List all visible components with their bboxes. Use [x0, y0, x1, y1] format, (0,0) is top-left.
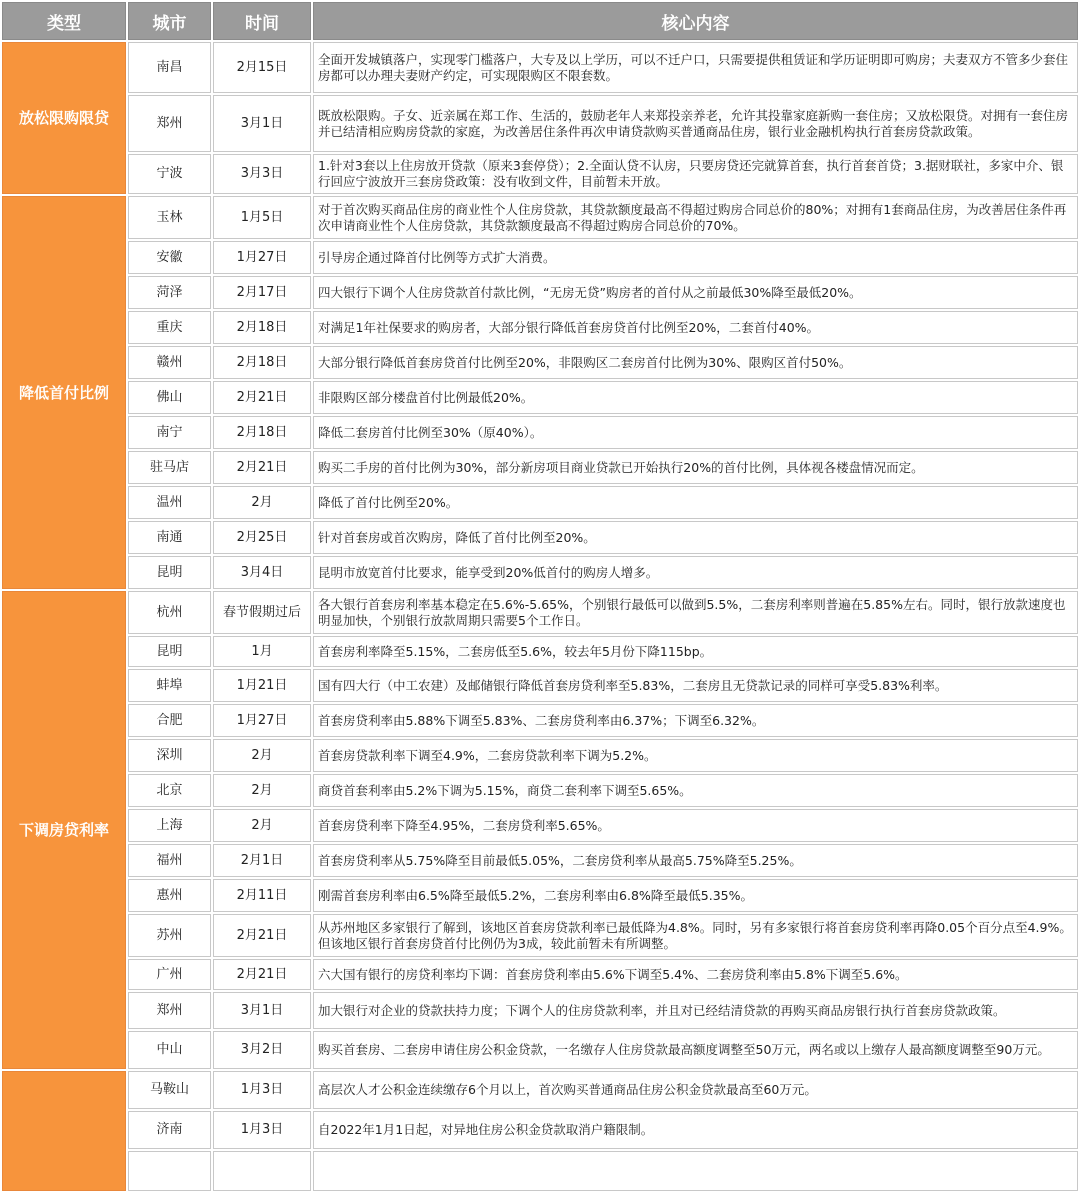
city-cell: 济南: [128, 1111, 211, 1149]
table-row: [2, 276, 1078, 309]
table-row: [2, 959, 1078, 990]
category-cell: 降低首付比例: [2, 196, 126, 589]
table-row: [2, 636, 1078, 667]
time-cell: 3月1日: [213, 95, 311, 152]
table-row: [2, 556, 1078, 589]
table-row: [2, 1151, 1078, 1191]
city-cell: 上海: [128, 809, 211, 842]
city-cell: 赣州: [128, 346, 211, 379]
time-cell: 2月18日: [213, 311, 311, 344]
content-cell: 自2022年1月1日起，对异地住房公积金贷款取消户籍限制。: [313, 1111, 1078, 1149]
table-row: [2, 416, 1078, 449]
city-cell: 昆明: [128, 636, 211, 667]
content-cell: 大部分银行降低首套房贷首付比例至20%，非限购区二套房首付比例为30%、限购区首付50%。: [313, 346, 1078, 379]
city-cell: [128, 1151, 211, 1191]
city-cell: 南通: [128, 521, 211, 554]
header-content: 核心内容: [313, 2, 1078, 40]
city-cell: 安徽: [128, 241, 211, 274]
table-row: [2, 1111, 1078, 1149]
time-cell: [213, 1151, 311, 1191]
time-cell: 2月: [213, 809, 311, 842]
content-cell: 国有四大行（中工农建）及邮储银行降低首套房贷利率至5.83%，二套房且无贷款记录的同样可享受5.83%利率。: [313, 669, 1078, 702]
city-cell: 郑州: [128, 992, 211, 1029]
city-cell: 佛山: [128, 381, 211, 414]
city-cell: 蚌埠: [128, 669, 211, 702]
content-cell: 各大银行首套房利率基本稳定在5.6%-5.65%，个别银行最低可以做到5.5%，二套房利率则普遍在5.85%左右。同时，银行放款速度也明显加快，个别银行放款周期只需要5个工作日。: [313, 591, 1078, 634]
content-cell: 购买首套房、二套房申请住房公积金贷款，一名缴存人住房贷款最高额度调整至50万元，两名或以上缴存人最高额度调整至90万元。: [313, 1031, 1078, 1069]
table-row: [2, 1071, 1078, 1109]
content-cell: 首套房利率降至5.15%，二套房低至5.6%，较去年5月份下降115bp。: [313, 636, 1078, 667]
content-cell: 刚需首套房利率由6.5%降至最低5.2%，二套房利率由6.8%降至最低5.35%。: [313, 879, 1078, 912]
content-cell: 降低了首付比例至20%。: [313, 486, 1078, 519]
time-cell: 2月21日: [213, 914, 311, 957]
time-cell: 2月11日: [213, 879, 311, 912]
content-cell: [313, 1151, 1078, 1191]
table-row: [2, 704, 1078, 737]
table-row: [2, 486, 1078, 519]
table-row: [2, 591, 1078, 634]
time-cell: 2月18日: [213, 416, 311, 449]
time-cell: 1月21日: [213, 669, 311, 702]
time-cell: 1月: [213, 636, 311, 667]
time-cell: 3月4日: [213, 556, 311, 589]
category-cell: 下调房贷利率: [2, 591, 126, 1069]
content-cell: 非限购区部分楼盘首付比例最低20%。: [313, 381, 1078, 414]
city-cell: 昆明: [128, 556, 211, 589]
table-row: [2, 809, 1078, 842]
table-row: [2, 154, 1078, 194]
time-cell: 2月21日: [213, 451, 311, 484]
time-cell: 3月2日: [213, 1031, 311, 1069]
city-cell: 广州: [128, 959, 211, 990]
city-cell: 南宁: [128, 416, 211, 449]
time-cell: 2月: [213, 486, 311, 519]
time-cell: 1月5日: [213, 196, 311, 239]
content-cell: 购买二手房的首付比例为30%，部分新房项目商业贷款已开始执行20%的首付比例，具体视各楼盘情况而定。: [313, 451, 1078, 484]
table-row: [2, 95, 1078, 152]
time-cell: 2月: [213, 739, 311, 772]
time-cell: 2月: [213, 774, 311, 807]
category-cell: 放松限购限贷: [2, 42, 126, 194]
city-cell: 驻马店: [128, 451, 211, 484]
table-row: [2, 241, 1078, 274]
content-cell: 对满足1年社保要求的购房者，大部分银行降低首套房贷首付比例至20%，二套首付40%。: [313, 311, 1078, 344]
table-row: [2, 346, 1078, 379]
city-cell: 北京: [128, 774, 211, 807]
city-cell: 杭州: [128, 591, 211, 634]
table-row: [2, 774, 1078, 807]
city-cell: 苏州: [128, 914, 211, 957]
time-cell: 2月15日: [213, 42, 311, 93]
content-cell: 加大银行对企业的贷款扶持力度；下调个人的住房贷款利率，并且对已经结清贷款的再购买商品房银行执行首套房贷款政策。: [313, 992, 1078, 1029]
city-cell: 重庆: [128, 311, 211, 344]
header-city: 城市: [128, 2, 211, 40]
city-cell: 马鞍山: [128, 1071, 211, 1109]
content-cell: 引导房企通过降首付比例等方式扩大消费。: [313, 241, 1078, 274]
content-cell: 首套房贷利率从5.75%降至目前最低5.05%，二套房贷利率从最高5.75%降至5.25%。: [313, 844, 1078, 877]
city-cell: 福州: [128, 844, 211, 877]
content-cell: 降低二套房首付比例至30%（原40%）。: [313, 416, 1078, 449]
time-cell: 1月3日: [213, 1111, 311, 1149]
header-time: 时间: [213, 2, 311, 40]
content-cell: 1.针对3套以上住房放开贷款（原来3套停贷）；2.全面认贷不认房，只要房贷还完就算首套，执行首套首贷；3.据财联社，多家中介、银行回应宁波放开三套房贷政策：没有收到文件，目前暂未开放。: [313, 154, 1078, 194]
time-cell: 1月3日: [213, 1071, 311, 1109]
table-row: [2, 992, 1078, 1029]
table-row: [2, 879, 1078, 912]
content-cell: 对于首次购买商品住房的商业性个人住房贷款，其贷款额度最高不得超过购房合同总价的80%；对拥有1套商品住房，为改善居住条件再次申请商业性个人住房贷款，其贷款额度最高不得超过购房合同总价的70%。: [313, 196, 1078, 239]
time-cell: 2月21日: [213, 381, 311, 414]
content-cell: 首套房贷利率下降至4.95%，二套房贷利率5.65%。: [313, 809, 1078, 842]
header-row: [2, 2, 1078, 40]
content-cell: 首套房贷利率由5.88%下调至5.83%、二套房贷利率由6.37%；下调至6.32%。: [313, 704, 1078, 737]
table-row: [2, 669, 1078, 702]
city-cell: 郑州: [128, 95, 211, 152]
table-row: [2, 521, 1078, 554]
content-cell: 针对首套房或首次购房，降低了首付比例至20%。: [313, 521, 1078, 554]
content-cell: 从苏州地区多家银行了解到，该地区首套房贷款利率已最低降为4.8%。同时，另有多家银行将首套房贷利率再降0.05个百分点至4.9%。但该地区银行首套房贷首付比例仍为3成，较此前暂未有所调整。: [313, 914, 1078, 957]
content-cell: 商贷首套利率由5.2%下调为5.15%，商贷二套利率下调至5.65%。: [313, 774, 1078, 807]
table-row: [2, 381, 1078, 414]
content-cell: 高层次人才公积金连续缴存6个月以上，首次购买普通商品住房公积金贷款最高至60万元。: [313, 1071, 1078, 1109]
time-cell: 2月21日: [213, 959, 311, 990]
content-cell: 昆明市放宽首付比要求，能享受到20%低首付的购房人增多。: [313, 556, 1078, 589]
city-cell: 中山: [128, 1031, 211, 1069]
category-cell: [2, 1071, 126, 1191]
table-row: [2, 196, 1078, 239]
content-cell: 全面开发城镇落户，实现零门槛落户，大专及以上学历，可以不迁户口，只需要提供租赁证和学历证明即可购房；夫妻双方不管多少套住房都可以办理夫妻财产约定，可实现限购区不限套数。: [313, 42, 1078, 93]
table-row: [2, 739, 1078, 772]
content-cell: 首套房贷款利率下调至4.9%，二套房贷款利率下调为5.2%。: [313, 739, 1078, 772]
time-cell: 3月3日: [213, 154, 311, 194]
time-cell: 2月1日: [213, 844, 311, 877]
time-cell: 2月18日: [213, 346, 311, 379]
header-type: 类型: [2, 2, 126, 40]
content-cell: 既放松限购。子女、近亲属在郑工作、生活的，鼓励老年人来郑投亲养老，允许其投靠家庭新购一套住房；又放松限贷。对拥有一套住房并已结清相应购房贷款的家庭，为改善居住条件再次申请贷款购买普通商品住房，银行业金融机构执行首套房贷款政策。: [313, 95, 1078, 152]
time-cell: 3月1日: [213, 992, 311, 1029]
table-row: [2, 311, 1078, 344]
city-cell: 菏泽: [128, 276, 211, 309]
content-cell: 六大国有银行的房贷利率均下调：首套房贷利率由5.6%下调至5.4%、二套房贷利率由5.8%下调至5.6%。: [313, 959, 1078, 990]
time-cell: 春节假期过后: [213, 591, 311, 634]
table-row: [2, 451, 1078, 484]
time-cell: 2月25日: [213, 521, 311, 554]
city-cell: 惠州: [128, 879, 211, 912]
city-cell: 合肥: [128, 704, 211, 737]
city-cell: 深圳: [128, 739, 211, 772]
table-row: [2, 844, 1078, 877]
table-row: [2, 1031, 1078, 1069]
table-row: [2, 42, 1078, 93]
city-cell: 宁波: [128, 154, 211, 194]
time-cell: 1月27日: [213, 241, 311, 274]
time-cell: 2月17日: [213, 276, 311, 309]
table-row: [2, 914, 1078, 957]
city-cell: 南昌: [128, 42, 211, 93]
city-cell: 温州: [128, 486, 211, 519]
content-cell: 四大银行下调个人住房贷款首付款比例，“无房无贷”购房者的首付从之前最低30%降至最低20%。: [313, 276, 1078, 309]
city-cell: 玉林: [128, 196, 211, 239]
time-cell: 1月27日: [213, 704, 311, 737]
